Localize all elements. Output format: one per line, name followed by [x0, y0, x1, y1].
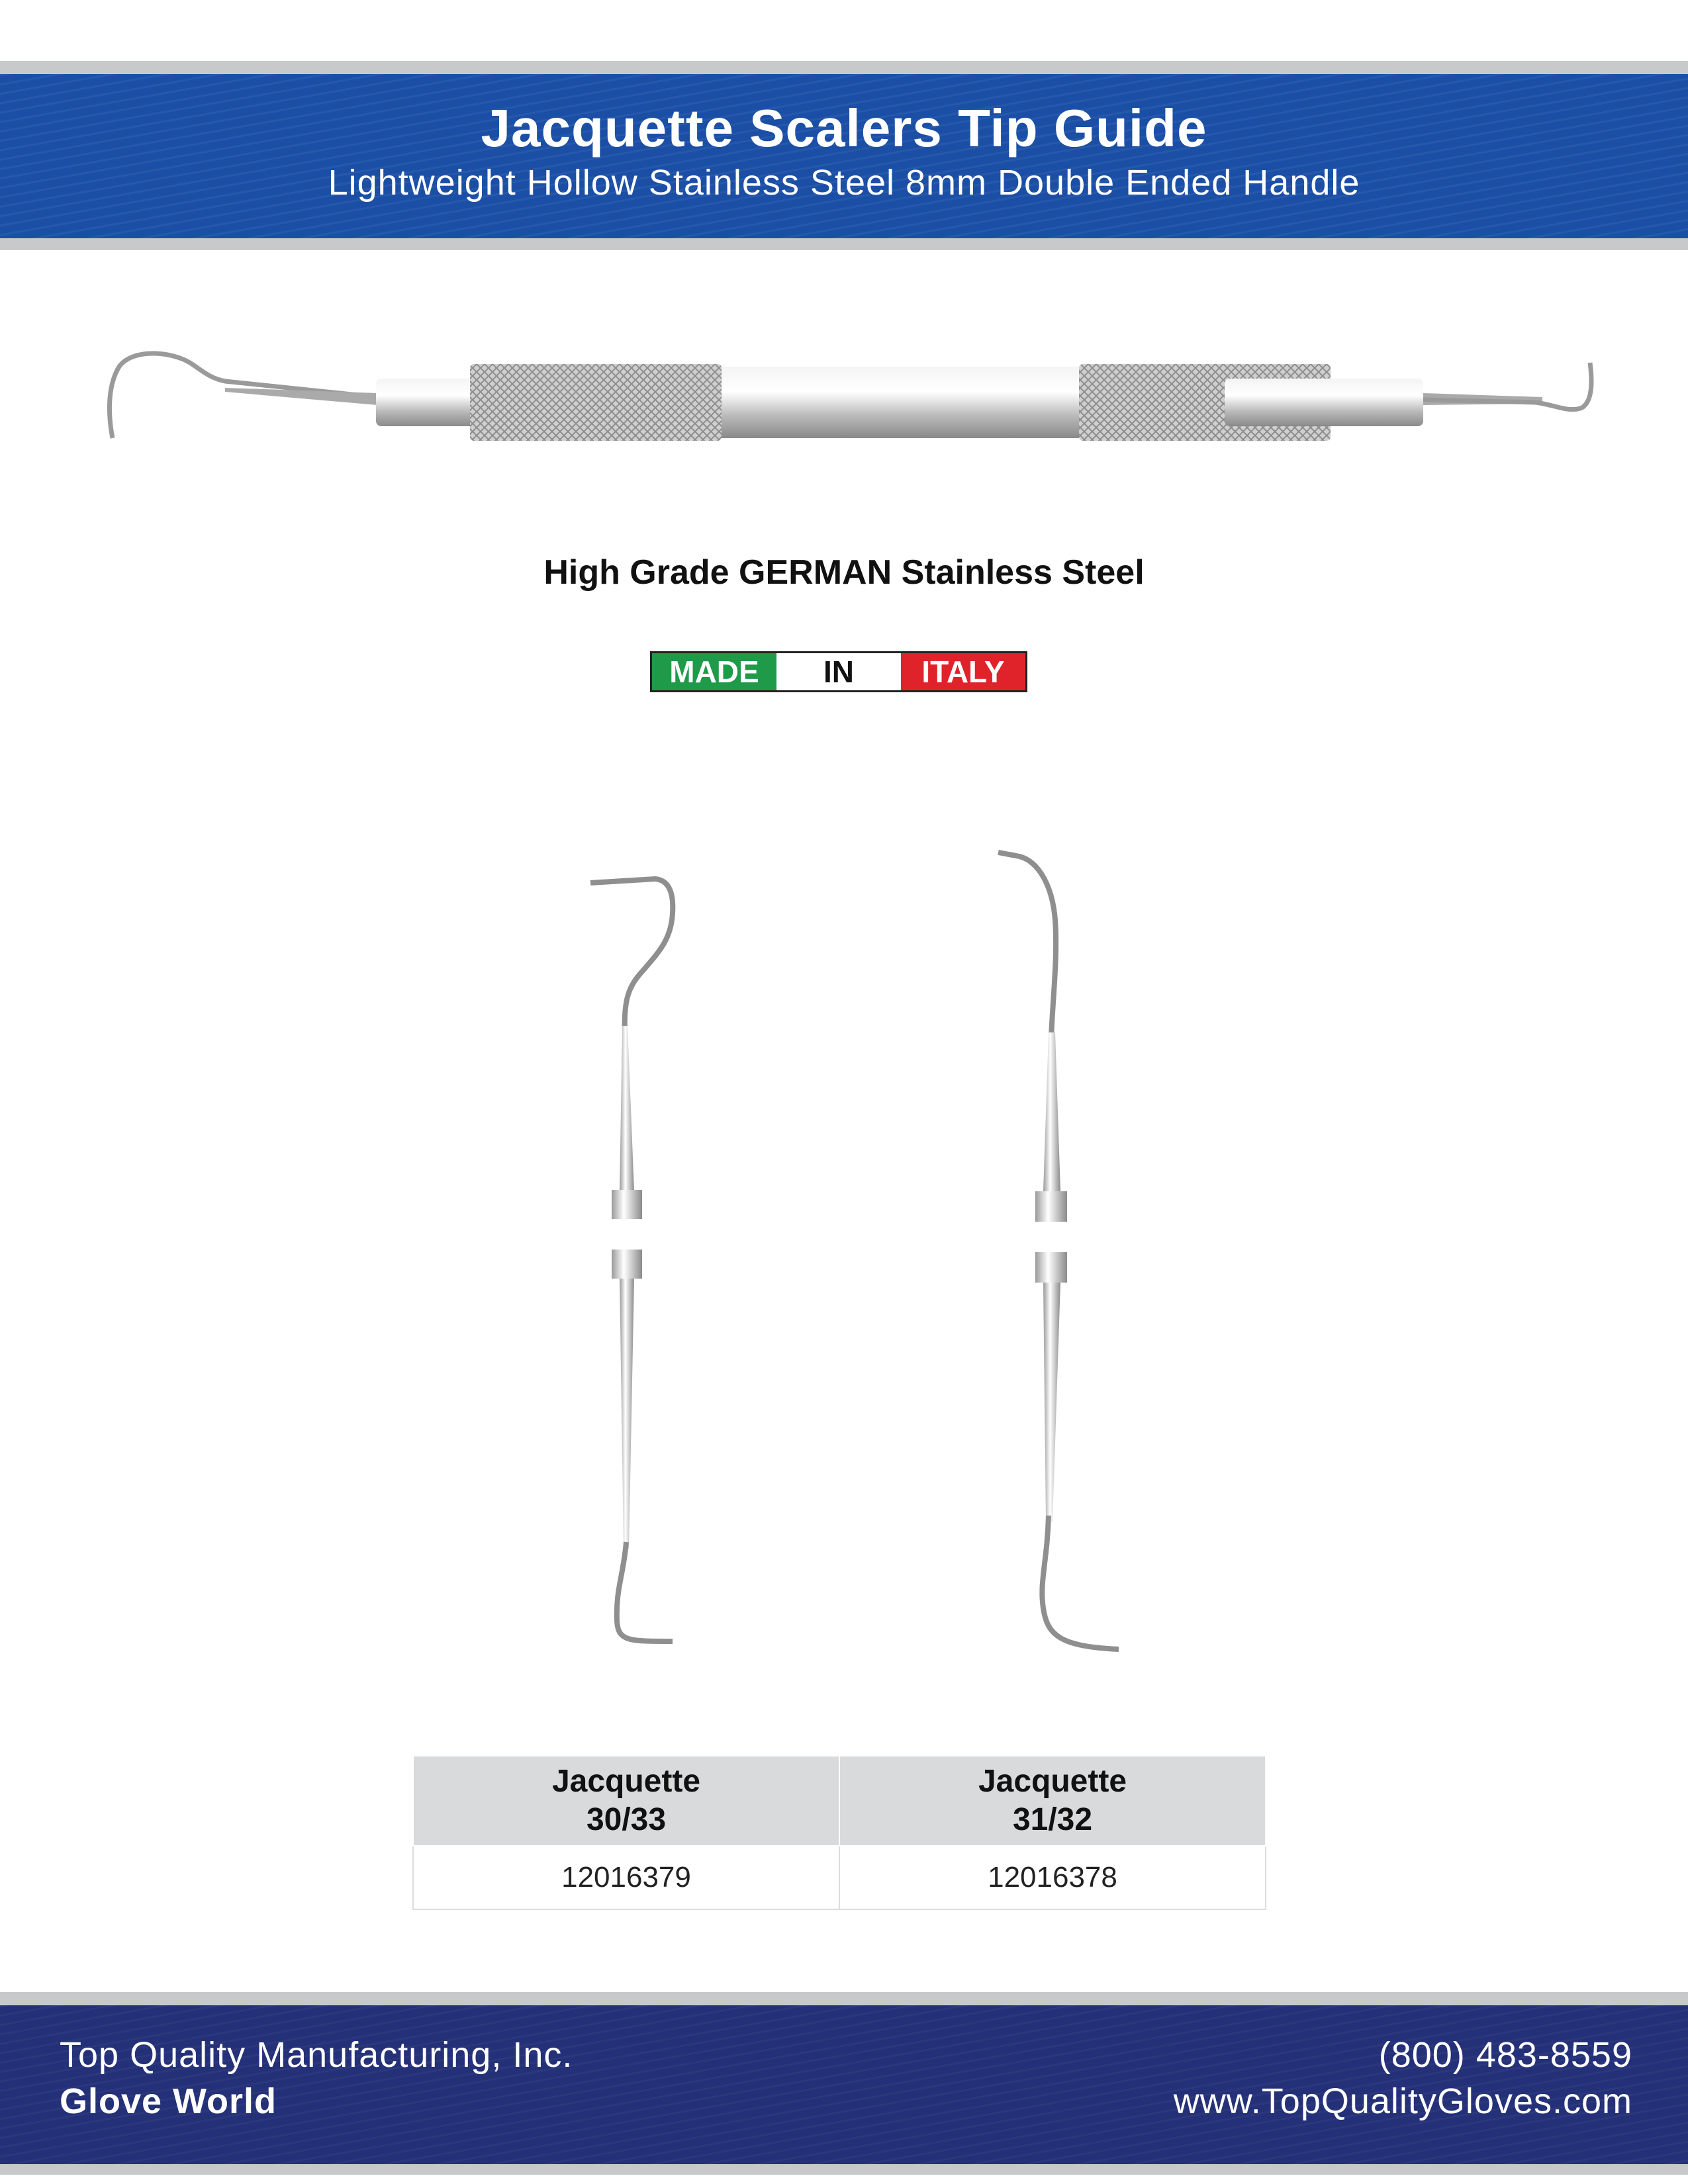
product-code: 12016379 [413, 1846, 839, 1909]
footer-bottom-rule [0, 2164, 1688, 2175]
badge-made: MADE [652, 653, 776, 690]
badge-in: IN [776, 653, 901, 690]
footer-top-rule [0, 1992, 1688, 2005]
product-table [412, 1755, 1266, 1910]
brand-name: Glove World [60, 2081, 277, 2121]
product-code: 12016378 [839, 1846, 1266, 1909]
jacquette-30-33-image [576, 860, 708, 1674]
made-in-italy-badge [650, 651, 1027, 692]
product-name: Jacquette [978, 1764, 1127, 1799]
product-header-31-32 [839, 1756, 1266, 1846]
product-size: 30/33 [586, 1802, 667, 1837]
website-link[interactable]: www.TopQualityGloves.com [1173, 2081, 1632, 2121]
table-row [413, 1846, 1266, 1909]
page-title: Jacquette Scalers Tip Guide [481, 99, 1207, 158]
material-tagline: High Grade GERMAN Stainless Steel [543, 553, 1145, 592]
phone-number[interactable]: (800) 483-8559 [1378, 2035, 1632, 2075]
header-top-rule [0, 61, 1688, 74]
page-subtitle: Lightweight Hollow Stainless Steel 8mm Double Ended Handle [328, 163, 1360, 203]
product-size: 31/32 [1012, 1802, 1093, 1837]
product-name: Jacquette [551, 1764, 701, 1799]
jacquette-31-32-image [986, 847, 1132, 1674]
badge-italy: ITALY [901, 653, 1025, 690]
product-header-30-33 [413, 1756, 839, 1846]
header-bottom-rule [0, 238, 1688, 250]
scaler-instrument-horizontal-image [99, 344, 1595, 450]
company-name: Top Quality Manufacturing, Inc. [60, 2035, 573, 2075]
